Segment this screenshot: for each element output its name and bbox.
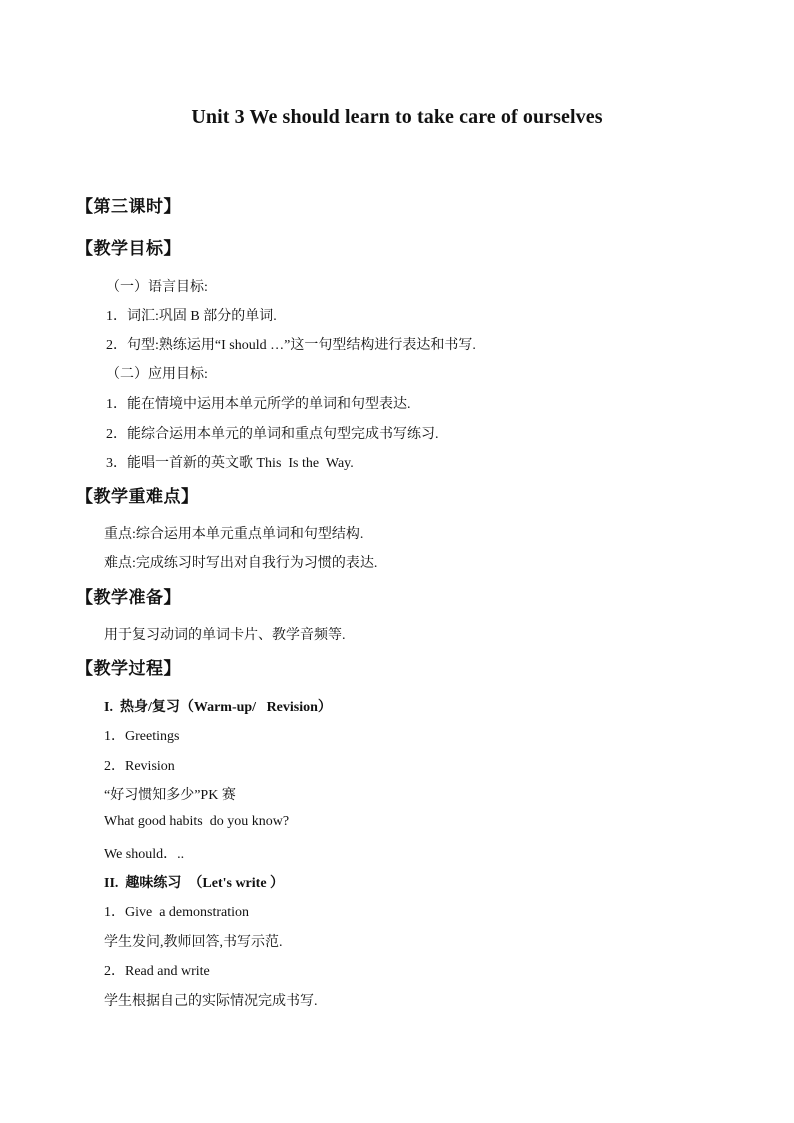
process-step-text: We should．..: [104, 847, 185, 862]
preparation-text: 用于复习动词的单词卡片、教学音频等.: [104, 628, 346, 643]
objective-language-item: 2．句型:熟练运用“I should …”这一句型结构进行表达和书写.: [106, 338, 476, 353]
process-step-item: 2．Read and write: [104, 964, 210, 979]
section-key-points-heading: 【教学重难点】: [76, 487, 199, 507]
objective-language-item: 1．词汇:巩固 B 部分的单词.: [106, 309, 277, 324]
objective-language-heading: （一）语言目标:: [106, 280, 208, 295]
process-step-text: “好习惯知多少”PK 赛: [104, 788, 236, 803]
section-objectives-heading: 【教学目标】: [76, 239, 181, 259]
objective-application-heading: （二）应用目标:: [106, 367, 208, 382]
document-title: Unit 3 We should learn to take care of ourselves: [191, 106, 603, 128]
process-step-text: 学生发问,教师回答,书写示范.: [104, 935, 283, 950]
objective-application-item: 2．能综合运用本单元的单词和重点句型完成书写练习.: [106, 427, 439, 442]
objective-application-item: 3．能唱一首新的英文歌 This Is the Way.: [106, 456, 354, 471]
process-step-item: 2．Revision: [104, 759, 175, 774]
section-lesson-heading: 【第三课时】: [76, 197, 181, 217]
process-step-text: 学生根据自己的实际情况完成书写.: [104, 994, 318, 1009]
process-step-heading: I. 热身/复习（Warm-up/ Revision）: [104, 700, 332, 715]
section-preparation-heading: 【教学准备】: [76, 588, 181, 608]
process-step-heading: II. 趣味练习 （Let's write ）: [104, 876, 285, 891]
objective-application-item: 1．能在情境中运用本单元所学的单词和句型表达.: [106, 397, 411, 412]
process-step-item: 1．Give a demonstration: [104, 905, 250, 920]
process-step-item: 1．Greetings: [104, 729, 180, 744]
key-point-difficulty: 难点:完成练习时写出对自我行为习惯的表达.: [104, 556, 378, 571]
key-point-focus: 重点:综合运用本单元重点单词和句型结构.: [104, 527, 364, 542]
section-process-heading: 【教学过程】: [76, 659, 181, 679]
process-step-text: What good habits do you know?: [104, 814, 290, 829]
